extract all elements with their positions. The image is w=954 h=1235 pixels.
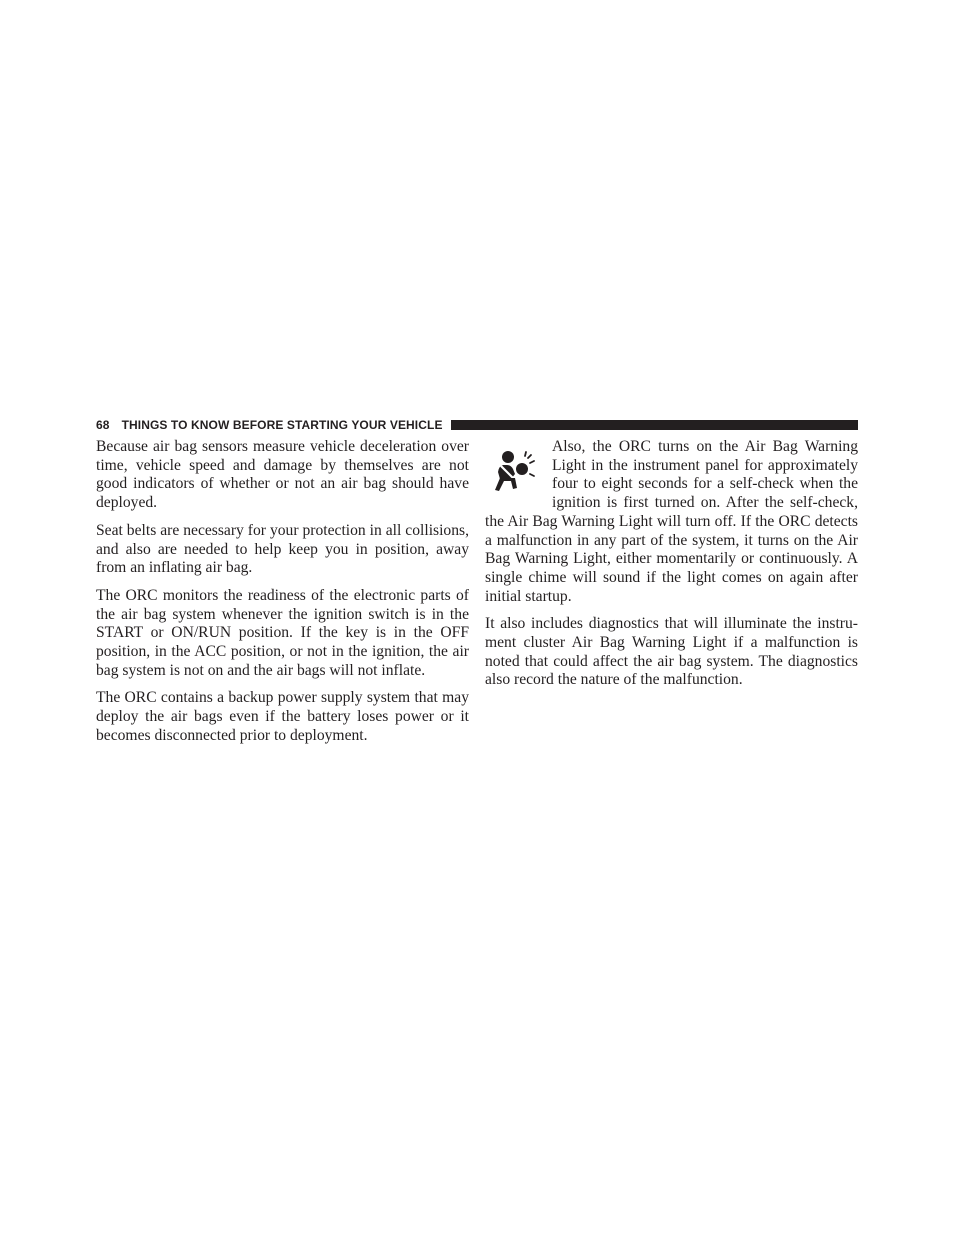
paragraph: The ORC monitors the readiness of the electronic parts of the air bag system whenever the ignition switch is in the START or ON/RUN position. If the key is in the OFF position, in the ACC position, or not in the ignition, the air bag system is not on and the air bags will not inflate. — [96, 586, 469, 679]
header-rule — [451, 420, 858, 430]
left-column — [96, 438, 469, 755]
paragraph: Seat belts are necessary for your protection in all collisions, and also are needed to help keep you in position, away from an inflating air bag. — [96, 521, 469, 577]
paragraph: Because air bag sensors measure vehicle deceleration over time, vehicle speed and damage by themselves are not good indicators of whether or not an air bag should have deployed. — [96, 438, 469, 512]
paragraph: Also, the ORC turns on the Air Bag Warning Light in the instrument panel for approximately four to eight seconds for a self-check when the ignition is first turned on. After the self-check, the Air Bag Warning Light will turn off. If the ORC detects a malfunction in any part of the system, it turns on the Air Bag Warning Light, either momentarily or continuously. A single chime will sound if the light comes on again after initial startup. — [485, 438, 858, 605]
page-number: 68 — [96, 418, 110, 432]
section-title: THINGS TO KNOW BEFORE STARTING YOUR VEHICLE — [121, 418, 443, 432]
paragraph: The ORC contains a backup power supply system that may deploy the air bags even if the battery loses power or it becomes disconnected prior to deployment. — [96, 689, 469, 744]
page-header — [96, 417, 858, 433]
air-bag-warning-icon — [487, 438, 539, 504]
right-column — [485, 438, 858, 699]
paragraph: It also includes diagnostics that will illuminate the instrument cluster Air Bag Warning Light if a malfunction is noted that could affect the air bag system. The diagnostics also record the nature of the malfunction. — [485, 615, 858, 689]
